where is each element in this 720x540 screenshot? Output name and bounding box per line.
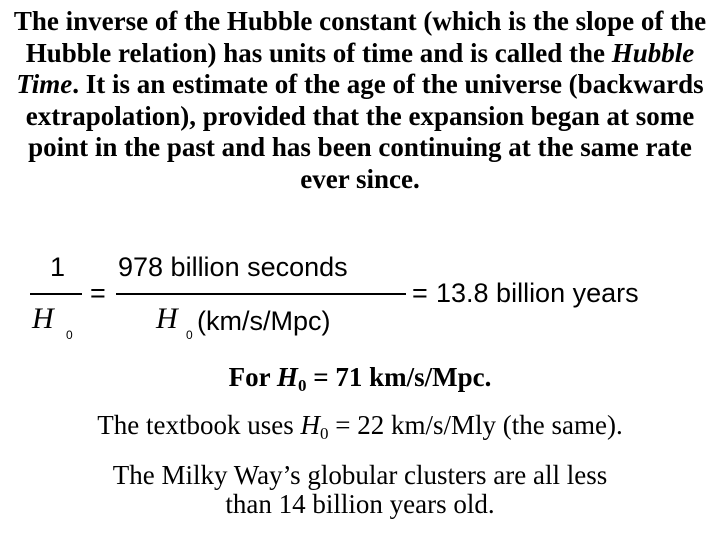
h0-symbol: H	[276, 362, 298, 392]
h0-value-line: For $H_0 = 71$ km/s/Mpc.	[228, 362, 492, 395]
h0-subscript: 0	[297, 376, 307, 395]
fraction1-denominator-symbol: H	[32, 302, 54, 335]
fraction2-bar	[116, 293, 406, 295]
equals-sign-2: =	[412, 278, 428, 308]
hubble-time-equation	[30, 250, 700, 345]
fraction2-denominator-subscript: 0	[186, 328, 193, 342]
h0-subscript-2: 0	[320, 424, 329, 443]
globular-clusters-line-1: The Milky Way’s globular clusters are all less	[112, 460, 608, 490]
fraction2-numerator: 978 billion seconds	[118, 252, 348, 282]
result-value: 13.8 billion years	[436, 278, 639, 308]
intro-paragraph	[6, 6, 714, 195]
h0-symbol-2: H	[300, 410, 320, 440]
fraction1-bar	[30, 293, 82, 295]
fraction1-denominator-subscript: 0	[66, 328, 73, 342]
intro-text-end: . It is an estimate of the age of the universe (backwards extrapolation), provided that the expansion began at some point in the past and has been continuing at the same rate ever since.	[25, 69, 704, 194]
fraction2-denominator-symbol: H	[156, 302, 178, 335]
globular-clusters-line-2: than 14 billion years old.	[225, 489, 495, 519]
equals-sign-1: =	[90, 278, 106, 308]
intro-text-start: The inverse of the Hubble constant (which is the slope of the Hubble relation) has units of time and is called the	[13, 6, 707, 68]
hubble-time-term: Hubble Time	[16, 37, 695, 99]
fraction1-numerator: 1	[50, 252, 66, 282]
fraction2-denominator-units: (km/s/Mpc)	[197, 306, 331, 336]
textbook-h0-line: The textbook uses $H_0 = 22$ km/s/Mly (the same).	[97, 410, 623, 443]
